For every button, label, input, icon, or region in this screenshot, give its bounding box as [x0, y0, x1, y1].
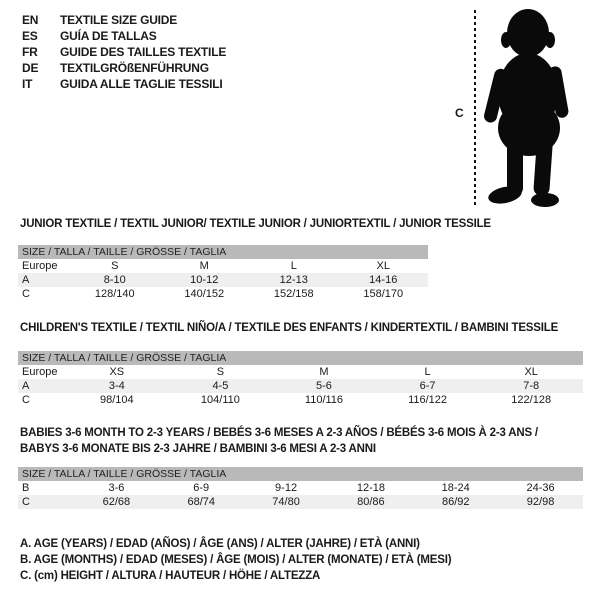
lang-title: GUÍA DE TALLAS	[60, 29, 157, 43]
cell: 3-4	[65, 379, 169, 393]
lang-code: ES	[22, 29, 38, 43]
cell: 6-9	[193, 482, 210, 494]
height-measure-dashed-line	[474, 10, 476, 208]
size-header-row	[18, 351, 583, 365]
lang-title: GUIDE DES TAILLES TEXTILE	[60, 45, 227, 59]
cell: 140/152	[184, 288, 225, 300]
lang-row-es	[22, 28, 226, 44]
cell: 104/110	[200, 394, 240, 406]
footnote-c: C. (cm) HEIGHT / ALTURA / HAUTEUR / HÖHE / ALTEZZA	[20, 570, 321, 582]
cell: M	[319, 366, 329, 378]
language-title-list	[22, 12, 226, 92]
lang-code: IT	[22, 77, 33, 91]
lang-code: FR	[22, 45, 38, 59]
row-label: Europe	[22, 260, 58, 272]
size-header-label: SIZE / TALLA / TAILLE / GRÖSSE / TAGLIA	[18, 245, 428, 259]
size-header-row	[18, 245, 428, 259]
cell: 4-5	[169, 379, 273, 393]
cell: 7-8	[479, 379, 583, 393]
row-label: A	[18, 273, 70, 287]
babies-table-title	[20, 425, 580, 457]
lang-title: TEXTILE SIZE GUIDE	[60, 13, 178, 27]
row-label: C	[18, 495, 74, 509]
cell: M	[199, 260, 209, 272]
table-row	[18, 287, 428, 301]
cell: 116/122	[408, 394, 448, 406]
cell: 128/140	[94, 288, 135, 300]
size-header-label: SIZE / TALLA / TAILLE / GRÖSSE / TAGLIA	[18, 467, 583, 481]
lang-row-de	[22, 60, 226, 76]
footnotes	[20, 536, 451, 584]
cell: 18-24	[441, 482, 470, 494]
cell: 5-6	[272, 379, 376, 393]
cell: 12-13	[249, 273, 339, 287]
cell: 12-18	[356, 482, 385, 494]
cell: XL	[524, 366, 538, 378]
cell: XL	[376, 260, 390, 272]
lang-title: GUIDA ALLE TAGLIE TESSILI	[60, 77, 223, 91]
cell: 9-12	[275, 482, 298, 494]
table-row	[18, 259, 428, 273]
footnote-b: B. AGE (MONTHS) / EDAD (MESES) / ÂGE (MOIS) / ALTER (MONATE) / ETÀ (MESI)	[20, 554, 452, 566]
row-label: A	[18, 379, 65, 393]
junior-table-title: JUNIOR TEXTILE / TEXTIL JUNIOR/ TEXTILE JUNIOR / JUNIORTEXTIL / JUNIOR TESSILE	[20, 218, 491, 230]
cell: 8-10	[70, 273, 160, 287]
cell: 74/80	[244, 495, 329, 509]
table-row	[18, 273, 428, 287]
cell: 24-36	[526, 482, 555, 494]
size-header-label: SIZE / TALLA / TAILLE / GRÖSSE / TAGLIA	[18, 351, 583, 365]
children-size-table	[18, 351, 583, 407]
cell: 10-12	[160, 273, 250, 287]
cell: 3-6	[108, 482, 125, 494]
cell: 6-7	[376, 379, 480, 393]
cell: 122/128	[511, 394, 552, 406]
table-row	[18, 481, 583, 495]
cell: 158/170	[363, 288, 404, 300]
lang-code: DE	[22, 61, 39, 75]
row-label: B	[22, 482, 30, 494]
row-label: C	[22, 288, 30, 300]
babies-title-line-2: BABYS 3-6 MONATE BIS 2-3 JAHRE / BAMBINI 3-6 MESI A 2-3 ANNI	[20, 443, 376, 455]
cell: L	[290, 260, 297, 272]
table-row	[18, 495, 583, 509]
junior-size-table	[18, 245, 428, 301]
lang-row-fr	[22, 44, 226, 60]
cell: 152/158	[273, 288, 314, 300]
lang-row-en	[22, 12, 226, 28]
cell: S	[216, 366, 225, 378]
footnote-a: A. AGE (YEARS) / EDAD (AÑOS) / ÂGE (ANS) / ALTER (JAHRE) / ETÀ (ANNI)	[20, 538, 420, 550]
baby-silhouette	[483, 8, 573, 208]
lang-row-it	[22, 76, 226, 92]
height-measure-label: C	[455, 106, 464, 120]
babies-size-table	[18, 467, 583, 509]
babies-title-line-1: BABIES 3-6 MONTH TO 2-3 YEARS / BEBÉS 3-6 MESES A 2-3 AÑOS / BÉBÉS 3-6 MOIS À 2-3 ANS /	[20, 427, 538, 439]
children-table-title: CHILDREN'S TEXTILE / TEXTIL NIÑO/A / TEXTILE DES ENFANTS / KINDERTEXTIL / BAMBINI TESSILE	[20, 322, 559, 334]
row-label: Europe	[22, 366, 58, 378]
table-row	[18, 393, 583, 407]
lang-code: EN	[22, 13, 39, 27]
cell: 92/98	[498, 495, 583, 509]
cell: 68/74	[159, 495, 244, 509]
cell: L	[424, 366, 431, 378]
cell: 14-16	[339, 273, 429, 287]
cell: XS	[109, 366, 125, 378]
cell: 98/104	[99, 394, 134, 406]
size-header-row	[18, 467, 583, 481]
lang-title: TEXTILGRÖßENFÜHRUNG	[60, 61, 209, 75]
row-label: C	[22, 394, 30, 406]
cell: 80/86	[328, 495, 413, 509]
cell: 110/116	[304, 394, 344, 406]
cell: S	[111, 260, 119, 272]
cell: 62/68	[74, 495, 159, 509]
table-row	[18, 379, 583, 393]
cell: 86/92	[413, 495, 498, 509]
table-row	[18, 365, 583, 379]
